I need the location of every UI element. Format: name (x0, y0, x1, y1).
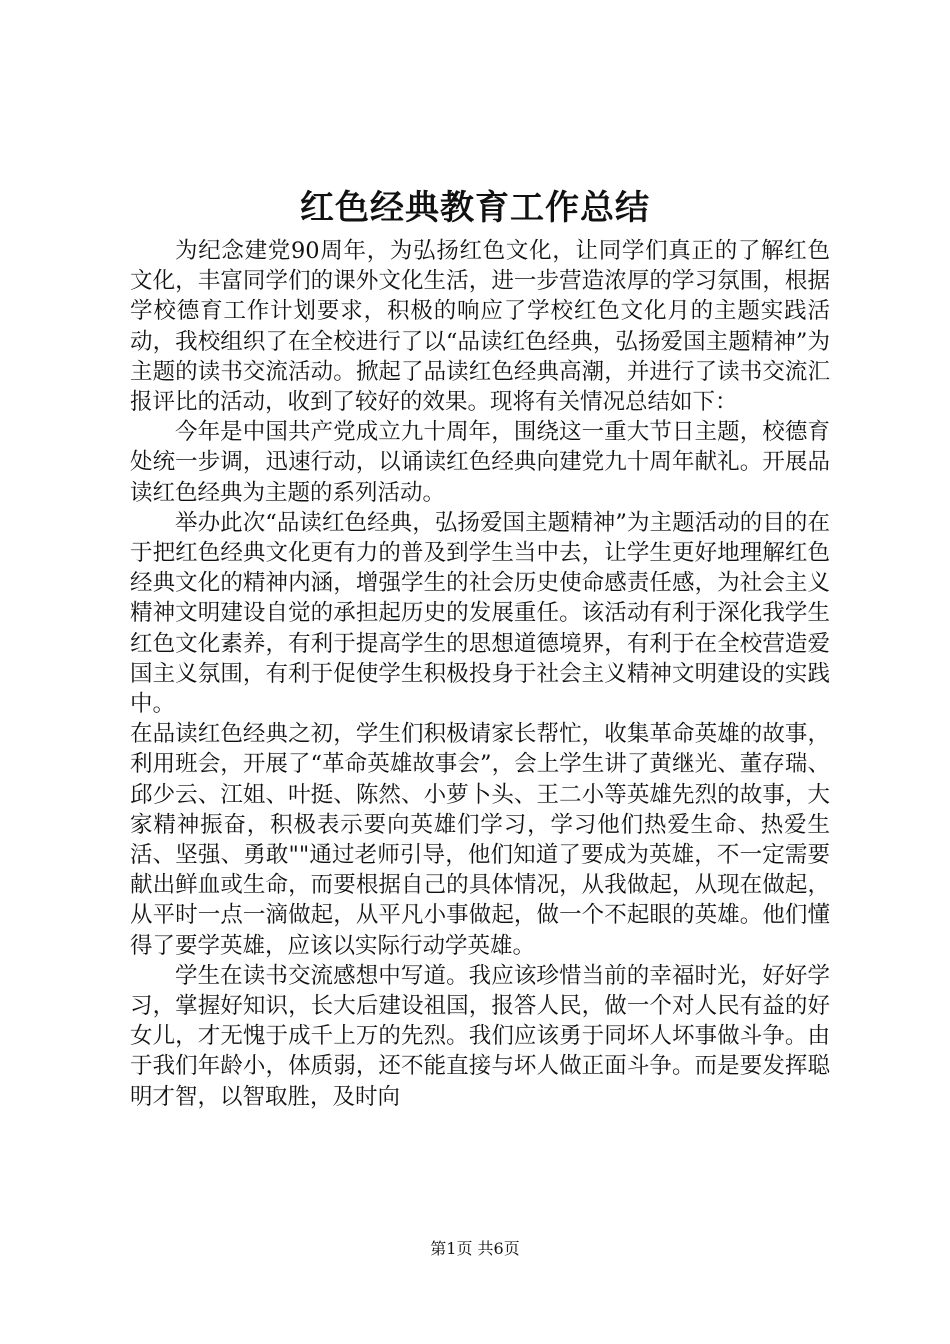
page-number-footer: 第1页 共6页 (430, 1239, 520, 1258)
paragraph-anniversary: 今年是中国共产党成立九十周年，围绕这一重大节日主题，校德育处统一步调，迅速行动，以诵读红色经典向建党九十周年献礼。开展品读红色经典为主题的系列活动。 (130, 419, 830, 506)
paragraph-student-reflections: 学生在读书交流感想中写道。我应该珍惜当前的幸福时光，好好学习，掌握好知识，长大后建设祖国，报答人民，做一个对人民有益的好女儿，才无愧于成千上万的先烈。我们应该勇于同坏人坏事做斗争。由于我们年龄小，体质弱，还不能直接与坏人做正面斗争。而是要发挥聪明才智，以智取胜，及时向 (130, 962, 830, 1110)
paragraph-hero-stories: 在品读红色经典之初，学生们积极请家长帮忙，收集革命英雄的故事，利用班会，开展了“革命英雄故事会”，会上学生讲了黄继光、董存瑞、邱少云、江姐、叶挺、陈然、小萝卜头、王二小等英雄先烈的故事，大家精神振奋，积极表示要向英雄们学习，学习他们热爱生命、热爱生活、坚强、勇敢""通过老师引导，他们知道了要成为英雄，不一定需要献出鲜血或生命，而要根据自己的具体情况，从我做起，从现在做起，从平时一点一滴做起，从平凡小事做起，做一个不起眼的英雄。他们懂得了要学英雄，应该以实际行动学英雄。 (130, 721, 830, 959)
paragraph-purpose: 举办此次“品读红色经典，弘扬爱国主题精神”为主题活动的目的在于把红色经典文化更有力的普及到学生当中去，让学生更好地理解红色经典文化的精神内涵，增强学生的社会历史使命感责任感，为社会主义精神文明建设自觉的承担起历史的发展重任。该活动有利于深化我学生红色文化素养，有利于提高学生的思想道德境界，有利于在全校营造爱国主义氛围，有利于促使学生积极投身于社会主义精神文明建设的实践中。 (130, 509, 830, 718)
document-title: 红色经典教育工作总结 (300, 188, 650, 228)
document-body (130, 236, 830, 1112)
paragraph-intro: 为纪念建党90周年，为弘扬红色文化，让同学们真正的了解红色文化，丰富同学们的课外文化生活，进一步营造浓厚的学习氛围，根据学校德育工作计划要求，积极的响应了学校红色文化月的主题实践活动，我校组织了在全校进行了以“品读红色经典，弘扬爱国主题精神”为主题的读书交流活动。掀起了品读红色经典高潮，并进行了读书交流汇报评比的活动，收到了较好的效果。现将有关情况总结如下： (130, 238, 830, 416)
